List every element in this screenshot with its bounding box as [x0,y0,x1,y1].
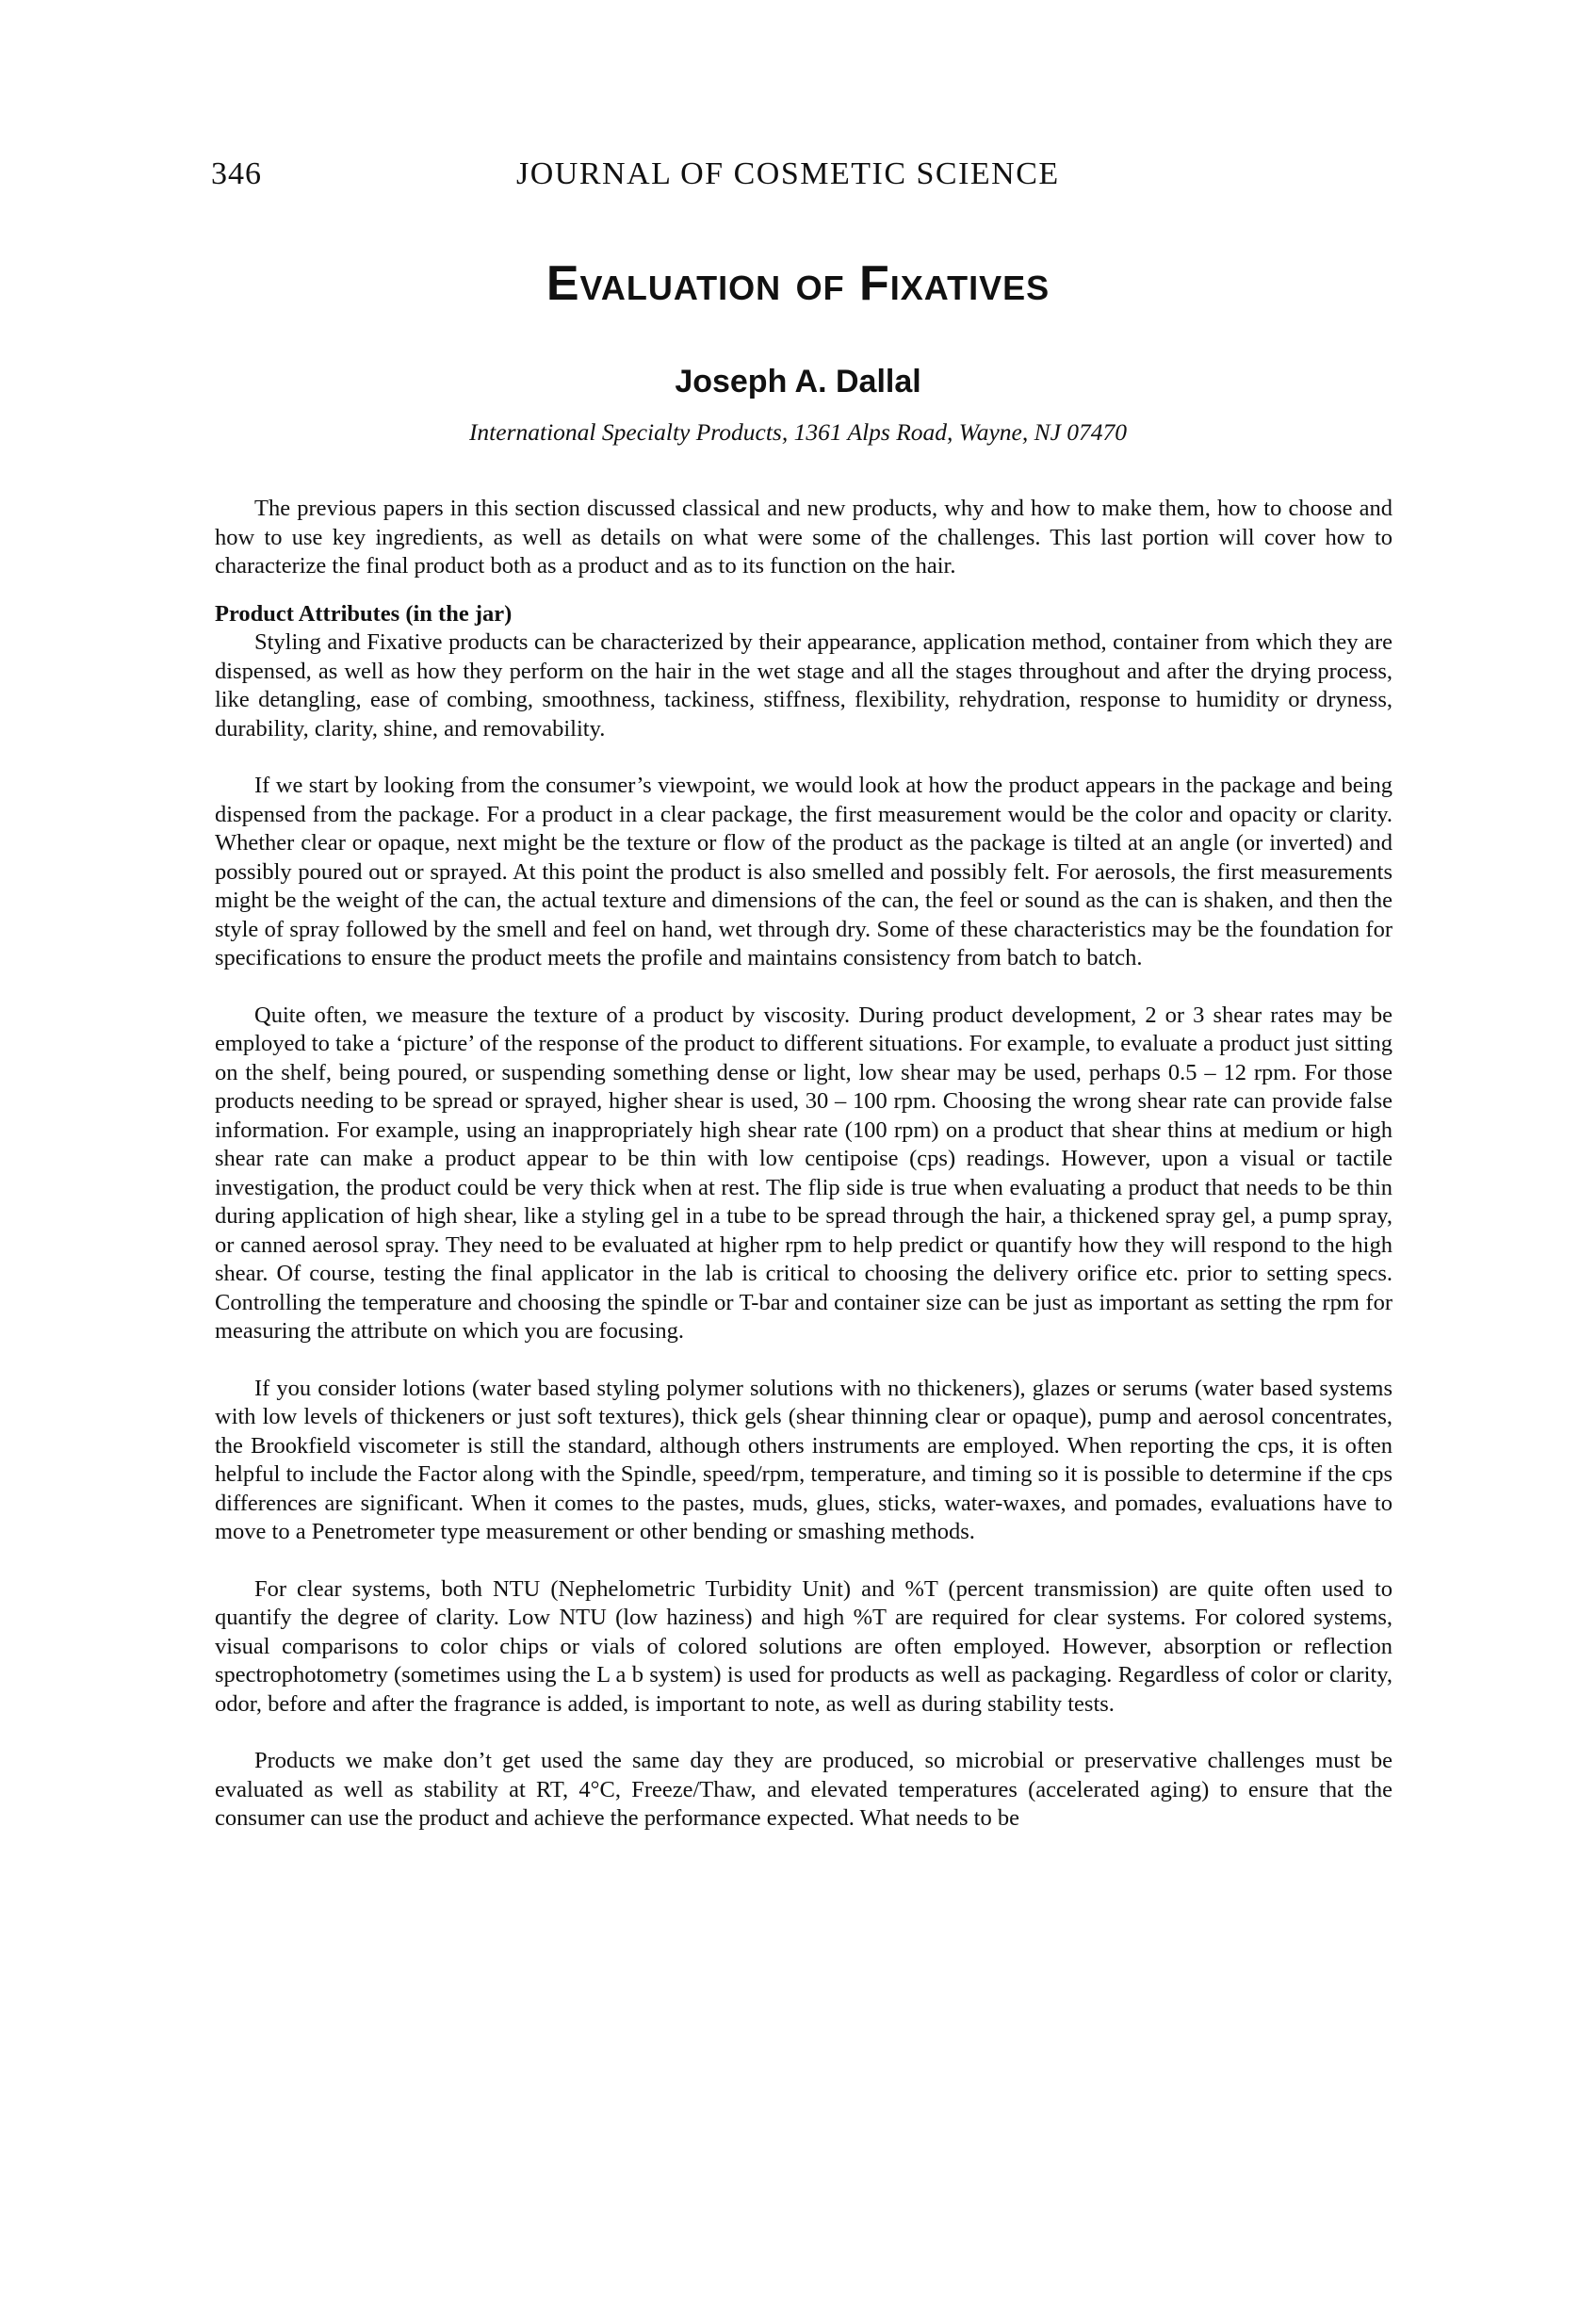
body-paragraph: For clear systems, both NTU (Nephelometric Turbidity Unit) and %T (percent transmission) are quite often used to quantify the degree of clarity. Low NTU (low haziness) and high %T are required for clear systems. For colored systems, visual comparisons to color chips or vials of colored solutions are often employed. However, absorption or reflection spectrophotometry (sometimes using the L a b system) is used for products as well as packaging. Regardless of color or clarity, odor, before and after the fragrance is added, is important to note, as well as during stability tests. [215,1575,1392,1717]
page-number: 346 [211,156,262,191]
body-paragraph: Styling and Fixative products can be characterized by their appearance, application method, container from which they are dispensed, as well as how they perform on the hair in the wet stage and all the stages throughout and after the drying process, like detangling, ease of combing, smoothness, tackiness, stiffness, flexibility, rehydration, response to humidity or dryness, durability, clarity, shine, and removability. [215,629,1392,742]
body-paragraph: If we start by looking from the consumer’s viewpoint, we would look at how the product appears in the package and being dispensed from the package. For a product in a clear package, the first measurement would be the color and opacity or clarity. Whether clear or opaque, next might be the texture or flow of the product as the package is tilted at an angle (or inverted) and possibly poured out or sprayed. At this point the product is also smelled and possibly felt. For aerosols, the first measurements might be the weight of the can, the actual texture and dimensions of the can, the feel or sound as the can is shaken, and then the style of spray followed by the smell and feel on hand, wet through dry. Some of these characteristics may be the foundation for specifications to ensure the product meets the profile and maintains consistency from batch to batch. [215,773,1392,970]
body-paragraph: Products we make don’t get used the same day they are produced, so microbial or preservative challenges must be evaluated as well as stability at RT, 4°C, Freeze/Thaw, and elevated temperatures (accelerated aging) to ensure that the consumer can use the product and achieve the performance expected. What needs to be [215,1748,1392,1831]
section-heading: Product Attributes (in the jar) [215,600,513,627]
author-affiliation: International Specialty Products, 1361 Alps Road, Wayne, NJ 07470 [468,418,1128,446]
journal-name: JOURNAL OF COSMETIC SCIENCE [516,156,1060,191]
article-body [215,495,1392,1834]
author-name: Joseph A. Dallal [675,364,921,399]
body-paragraph: Quite often, we measure the texture of a product by viscosity. During product development, 2 or 3 shear rates may be employed to take a ‘picture’ of the response of the product to different situations. For example, to evaluate a product just sitting on the shelf, being poured, or suspending something dense or light, low shear may be used, perhaps 0.5 – 12 rpm. For those products needing to be spread or sprayed, higher shear is used, 30 – 100 rpm. Choosing the wrong shear rate can provide false information. For example, using an inappropriately high shear rate (100 rpm) on a product that shear thins at medium or high shear rate can make a product appear to be thin with low centipoise (cps) readings. However, upon a visual or tactile investigation, the product could be very thick when at rest. The flip side is true when evaluating a product that needs to be thin during application of high shear, like a styling gel in a tube to be spread through the hair, a thickened spray gel, a pump spray, or canned aerosol spray. They need to be evaluated at higher rpm to help predict or quantify how they will respond to the high shear. Of course, testing the final applicator in the lab is critical to choosing the delivery orifice etc. prior to setting specs. Controlling the temperature and choosing the spindle or T-bar and container size can be just as important as setting the rpm for measuring the attribute on which you are focusing. [215,1002,1392,1344]
article-title: Evaluation of Fixatives [546,256,1050,311]
intro-paragraph: The previous papers in this section discussed classical and new products, why and how to make them, how to choose and how to use key ingredients, as well as details on what were some of the challenges. This last portion will cover how to characterize the final product both as a product and as to its function on the hair. [215,496,1392,579]
running-head [0,156,1596,198]
body-paragraph: If you consider lotions (water based styling polymer solutions with no thickeners), glazes or serums (water based systems with low levels of thickeners or just soft textures), thick gels (shear thinning clear or opaque), pump and aerosol concentrates, the Brookfield viscometer is still the standard, although others instruments are employed. When reporting the cps, it is often helpful to include the Factor along with the Spindle, speed/rpm, temperature, and timing so it is possible to determine if the cps differences are significant. When it comes to the pastes, muds, glues, sticks, water-waxes, and pomades, evaluations have to move to a Penetrometer type measurement or other bending or smashing methods. [215,1375,1392,1544]
